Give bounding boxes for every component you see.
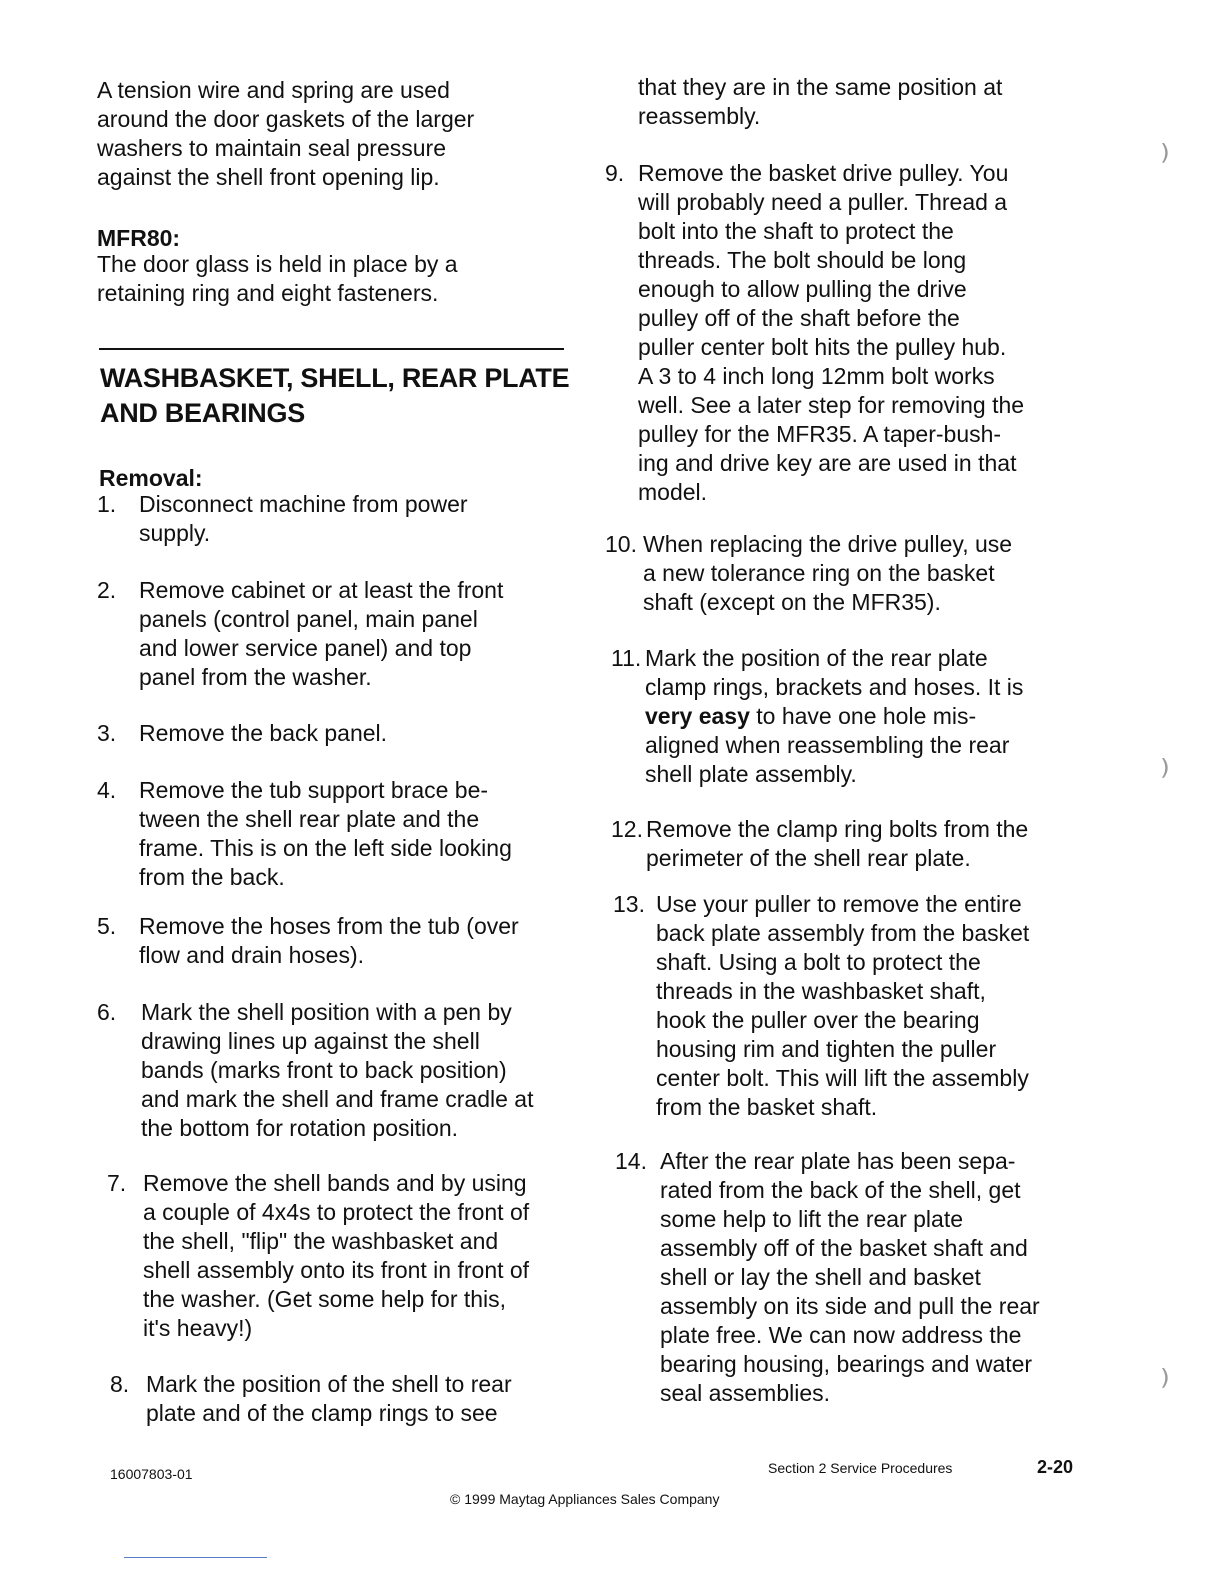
text-line: Remove the tub support brace be- <box>139 777 489 803</box>
text-line: it's heavy!) <box>143 1315 253 1341</box>
step-number: 2. <box>97 577 117 603</box>
step-text <box>646 815 1086 873</box>
text-line: a couple of 4x4s to protect the front of <box>143 1199 530 1225</box>
text-line: from the basket shaft. <box>656 1094 878 1120</box>
step-text <box>139 490 579 548</box>
text-line: perimeter of the shell rear plate. <box>646 845 971 871</box>
emphasis-text: very easy <box>645 703 750 729</box>
text-line: bands (marks front to back position) <box>141 1057 507 1083</box>
step-text <box>139 912 579 970</box>
text-line: Remove the shell bands and by using <box>143 1170 527 1196</box>
step-number: 9. <box>605 160 625 186</box>
step-number: 12. <box>611 816 643 842</box>
step-text <box>638 73 1078 131</box>
step-number: 4. <box>97 777 117 803</box>
text-line: plate and of the clamp rings to see <box>146 1400 498 1426</box>
step-text <box>139 576 579 692</box>
scan-hole-mark: ⁾ <box>1160 753 1170 797</box>
text-line: tween the shell rear plate and the <box>139 806 480 832</box>
text-line: puller center bolt hits the pulley hub. <box>638 334 1007 360</box>
copyright: © 1999 Maytag Appliances Sales Company <box>450 1491 720 1507</box>
step-number: 1. <box>97 491 117 517</box>
text-line: clamp rings, brackets and hoses. It is <box>645 674 1024 700</box>
text-line-with-emphasis <box>645 702 1085 731</box>
scan-hole-mark: ⁾ <box>1160 1363 1170 1407</box>
text-line: around the door gaskets of the larger <box>97 106 475 132</box>
step-text <box>139 719 579 748</box>
text-line: against the shell front opening lip. <box>97 164 440 190</box>
text-line: Remove the hoses from the tub (over <box>139 913 519 939</box>
text-line: drawing lines up against the shell <box>141 1028 480 1054</box>
text-line: some help to lift the rear plate <box>660 1206 963 1232</box>
text-line: Remove the back panel. <box>139 720 388 746</box>
text-line: shaft (except on the MFR35). <box>643 589 941 615</box>
text-line: A tension wire and spring are used <box>97 77 450 103</box>
text-line: shell assembly onto its front in front of <box>143 1257 530 1283</box>
text-line: Mark the shell position with a pen by <box>141 999 512 1025</box>
text-line: assembly on its side and pull the rear <box>660 1293 1040 1319</box>
text-line: housing rim and tighten the puller <box>656 1036 997 1062</box>
text-line: Mark the position of the shell to rear <box>146 1371 512 1397</box>
step-text <box>139 776 579 892</box>
step-text <box>643 530 1083 617</box>
text-line: seal assemblies. <box>660 1380 831 1406</box>
text-line: center bolt. This will lift the assembly <box>656 1065 1029 1091</box>
section-title-line: AND BEARINGS <box>100 398 305 428</box>
step-text <box>146 1370 586 1428</box>
text-line: shell plate assembly. <box>645 761 857 787</box>
text-line: and mark the shell and frame cradle at <box>141 1086 534 1112</box>
text-line: rated from the back of the shell, get <box>660 1177 1021 1203</box>
text-line: bolt into the shaft to protect the <box>638 218 954 244</box>
section-label: Section 2 Service Procedures <box>768 1460 953 1476</box>
text-line: will probably need a puller. Thread a <box>638 189 1008 215</box>
blue-underline-artifact <box>124 1557 267 1558</box>
text-line: Use your puller to remove the entire <box>656 891 1022 917</box>
text-line: Remove the basket drive pulley. You <box>638 160 1009 186</box>
text-line: Remove the clamp ring bolts from the <box>646 816 1029 842</box>
text-line: reassembly. <box>638 103 761 129</box>
page-number: 2-20 <box>1037 1457 1074 1477</box>
step-text <box>645 644 1085 789</box>
intro-paragraph <box>97 76 577 192</box>
text-line: panels (control panel, main panel <box>139 606 478 632</box>
section-title <box>100 361 580 431</box>
text-line: well. See a later step for removing the <box>638 392 1025 418</box>
text-line: the bottom for rotation position. <box>141 1115 459 1141</box>
text-fragment: to have one hole mis- <box>749 703 977 729</box>
text-line: Disconnect machine from power <box>139 491 468 517</box>
step-number: 7. <box>107 1170 127 1196</box>
text-line: plate free. We can now address the <box>660 1322 1022 1348</box>
text-line: Mark the position of the rear plate <box>645 645 988 671</box>
text-line: that they are in the same position at <box>638 74 1003 100</box>
text-line: the washer. (Get some help for this, <box>143 1286 507 1312</box>
step-text <box>143 1169 583 1343</box>
step-number: 8. <box>110 1371 130 1397</box>
text-line: and lower service panel) and top <box>139 635 472 661</box>
step-number: 14. <box>615 1148 647 1174</box>
step-number: 13. <box>613 891 645 917</box>
text-line: the shell, "flip" the washbasket and <box>143 1228 499 1254</box>
text-line: flow and drain hoses). <box>139 942 365 968</box>
text-line: After the rear plate has been sepa- <box>660 1148 1016 1174</box>
text-line: pulley for the MFR35. A taper-bush- <box>638 421 1002 447</box>
text-line: shaft. Using a bolt to protect the <box>656 949 981 975</box>
text-line: shell or lay the shell and basket <box>660 1264 981 1290</box>
door-glass-paragraph <box>97 250 577 308</box>
text-line: aligned when reassembling the rear <box>645 732 1010 758</box>
text-line: assembly off of the basket shaft and <box>660 1235 1028 1261</box>
text-line: frame. This is on the left side looking <box>139 835 512 861</box>
text-line: threads in the washbasket shaft, <box>656 978 986 1004</box>
text-line: supply. <box>139 520 211 546</box>
doc-number: 16007803-01 <box>110 1466 193 1482</box>
step-number: 10. <box>605 531 637 557</box>
text-line: retaining ring and eight fasteners. <box>97 280 439 306</box>
step-number: 6. <box>97 999 117 1025</box>
step-text <box>141 998 581 1143</box>
model-heading: MFR80: <box>97 225 181 251</box>
text-line: panel from the washer. <box>139 664 372 690</box>
text-line: The door glass is held in place by a <box>97 251 458 277</box>
step-number: 3. <box>97 720 117 746</box>
text-line: When replacing the drive pulley, use <box>643 531 1013 557</box>
step-text <box>660 1147 1100 1408</box>
text-line: washers to maintain seal pressure <box>97 135 446 161</box>
text-line: threads. The bolt should be long <box>638 247 967 273</box>
text-line: enough to allow pulling the drive <box>638 276 967 302</box>
text-line: Remove cabinet or at least the front <box>139 577 504 603</box>
text-line: pulley off of the shaft before the <box>638 305 960 331</box>
text-line: hook the puller over the bearing <box>656 1007 980 1033</box>
removal-heading: Removal: <box>99 465 203 491</box>
text-line: bearing housing, bearings and water <box>660 1351 1033 1377</box>
scan-hole-mark: ⁾ <box>1160 138 1170 182</box>
step-text <box>638 159 1078 507</box>
step-number: 5. <box>97 913 117 939</box>
text-line: from the back. <box>139 864 285 890</box>
step-number: 11. <box>611 645 642 671</box>
text-line: ing and drive key are are used in that <box>638 450 1017 476</box>
text-line: a new tolerance ring on the basket <box>643 560 995 586</box>
text-line: back plate assembly from the basket <box>656 920 1030 946</box>
section-rule <box>99 348 564 350</box>
text-line: model. <box>638 479 708 505</box>
section-title-line: WASHBASKET, SHELL, REAR PLATE <box>100 363 570 393</box>
step-text <box>656 890 1096 1122</box>
text-line: A 3 to 4 inch long 12mm bolt works <box>638 363 995 389</box>
